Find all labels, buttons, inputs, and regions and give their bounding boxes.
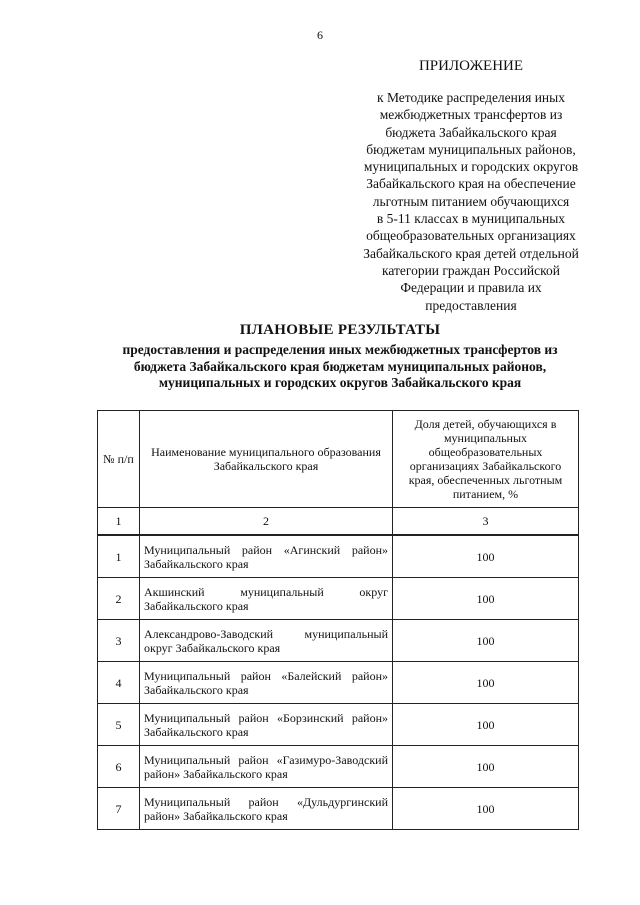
row-number: 4 <box>98 662 140 704</box>
row-municipality: Муниципальный район «Балейский район» Забайкальского края <box>140 662 393 704</box>
row-number: 5 <box>98 704 140 746</box>
row-municipality: Муниципальный район «Дульдургинский район» Забайкальского края <box>140 788 393 830</box>
appendix-text <box>336 89 606 314</box>
table-row <box>98 578 579 620</box>
appendix-line: предоставления <box>425 297 517 313</box>
heading-subtitle-line: муниципальных и городских округов Забайкальского края <box>158 375 522 390</box>
table-row <box>98 788 579 830</box>
page-number: 6 <box>317 28 323 42</box>
appendix-line: Забайкальского края на обеспечение <box>366 176 576 192</box>
index-cell: 3 <box>393 508 579 536</box>
results-table <box>97 410 579 830</box>
row-value: 100 <box>393 535 579 578</box>
row-value: 100 <box>393 620 579 662</box>
row-number: 7 <box>98 788 140 830</box>
row-value: 100 <box>393 788 579 830</box>
appendix-line: бюджетам муниципальных районов, <box>366 141 576 157</box>
appendix-line: бюджета Забайкальского края <box>385 124 557 140</box>
table-row <box>98 620 579 662</box>
document-heading <box>60 322 620 392</box>
table-index-row <box>98 508 579 536</box>
heading-subtitle-line: бюджета Забайкальского края бюджетам муниципальных районов, <box>133 358 547 374</box>
appendix-line: общеобразовательных организациях <box>366 228 576 244</box>
table-row <box>98 535 579 578</box>
row-number: 3 <box>98 620 140 662</box>
appendix-line: в 5-11 классах в муниципальных <box>376 211 566 227</box>
row-municipality: Муниципальный район «Агинский район» Забайкальского края <box>140 535 393 578</box>
row-value: 100 <box>393 578 579 620</box>
heading-subtitle-line: предоставления и распределения иных межбюджетных трансфертов из <box>122 342 558 357</box>
appendix-line: льготным питанием обучающихся <box>372 193 570 209</box>
appendix-line: межбюджетных трансфертов из <box>379 107 563 123</box>
appendix-line: категории граждан Российской <box>381 262 560 278</box>
row-number: 6 <box>98 746 140 788</box>
header-number: № п/п <box>98 411 140 508</box>
table-row <box>98 662 579 704</box>
row-municipality: Муниципальный район «Борзинский район» Забайкальского края <box>140 704 393 746</box>
row-value: 100 <box>393 704 579 746</box>
index-cell: 2 <box>140 508 393 536</box>
row-municipality: Александрово-Заводский муниципальный округ Забайкальского края <box>140 620 393 662</box>
appendix-line: к Методике распределения иных <box>377 90 565 105</box>
appendix-line: муниципальных и городских округов <box>363 159 579 175</box>
header-share: Доля детей, обучающихся в муниципальных общеобразовательных организациях Забайкальского края, обеспеченных льготным питанием, % <box>393 411 579 508</box>
row-value: 100 <box>393 662 579 704</box>
row-number: 1 <box>98 535 140 578</box>
appendix-line: Забайкальского края детей отдельной <box>363 245 579 261</box>
row-municipality: Муниципальный район «Газимуро-Заводский район» Забайкальского края <box>140 746 393 788</box>
heading-title: ПЛАНОВЫЕ РЕЗУЛЬТАТЫ <box>239 322 441 338</box>
row-value: 100 <box>393 746 579 788</box>
table-header-row <box>98 411 579 508</box>
row-municipality: Акшинский муниципальный округ Забайкальского края <box>140 578 393 620</box>
appendix-line: Федерации и правила их <box>400 280 542 296</box>
row-number: 2 <box>98 578 140 620</box>
index-cell: 1 <box>98 508 140 536</box>
appendix-block <box>336 58 606 314</box>
table-row <box>98 704 579 746</box>
appendix-title: ПРИЛОЖЕНИЕ <box>418 58 524 74</box>
header-municipality: Наименование муниципального образования Забайкальского края <box>140 411 393 508</box>
table-row <box>98 746 579 788</box>
